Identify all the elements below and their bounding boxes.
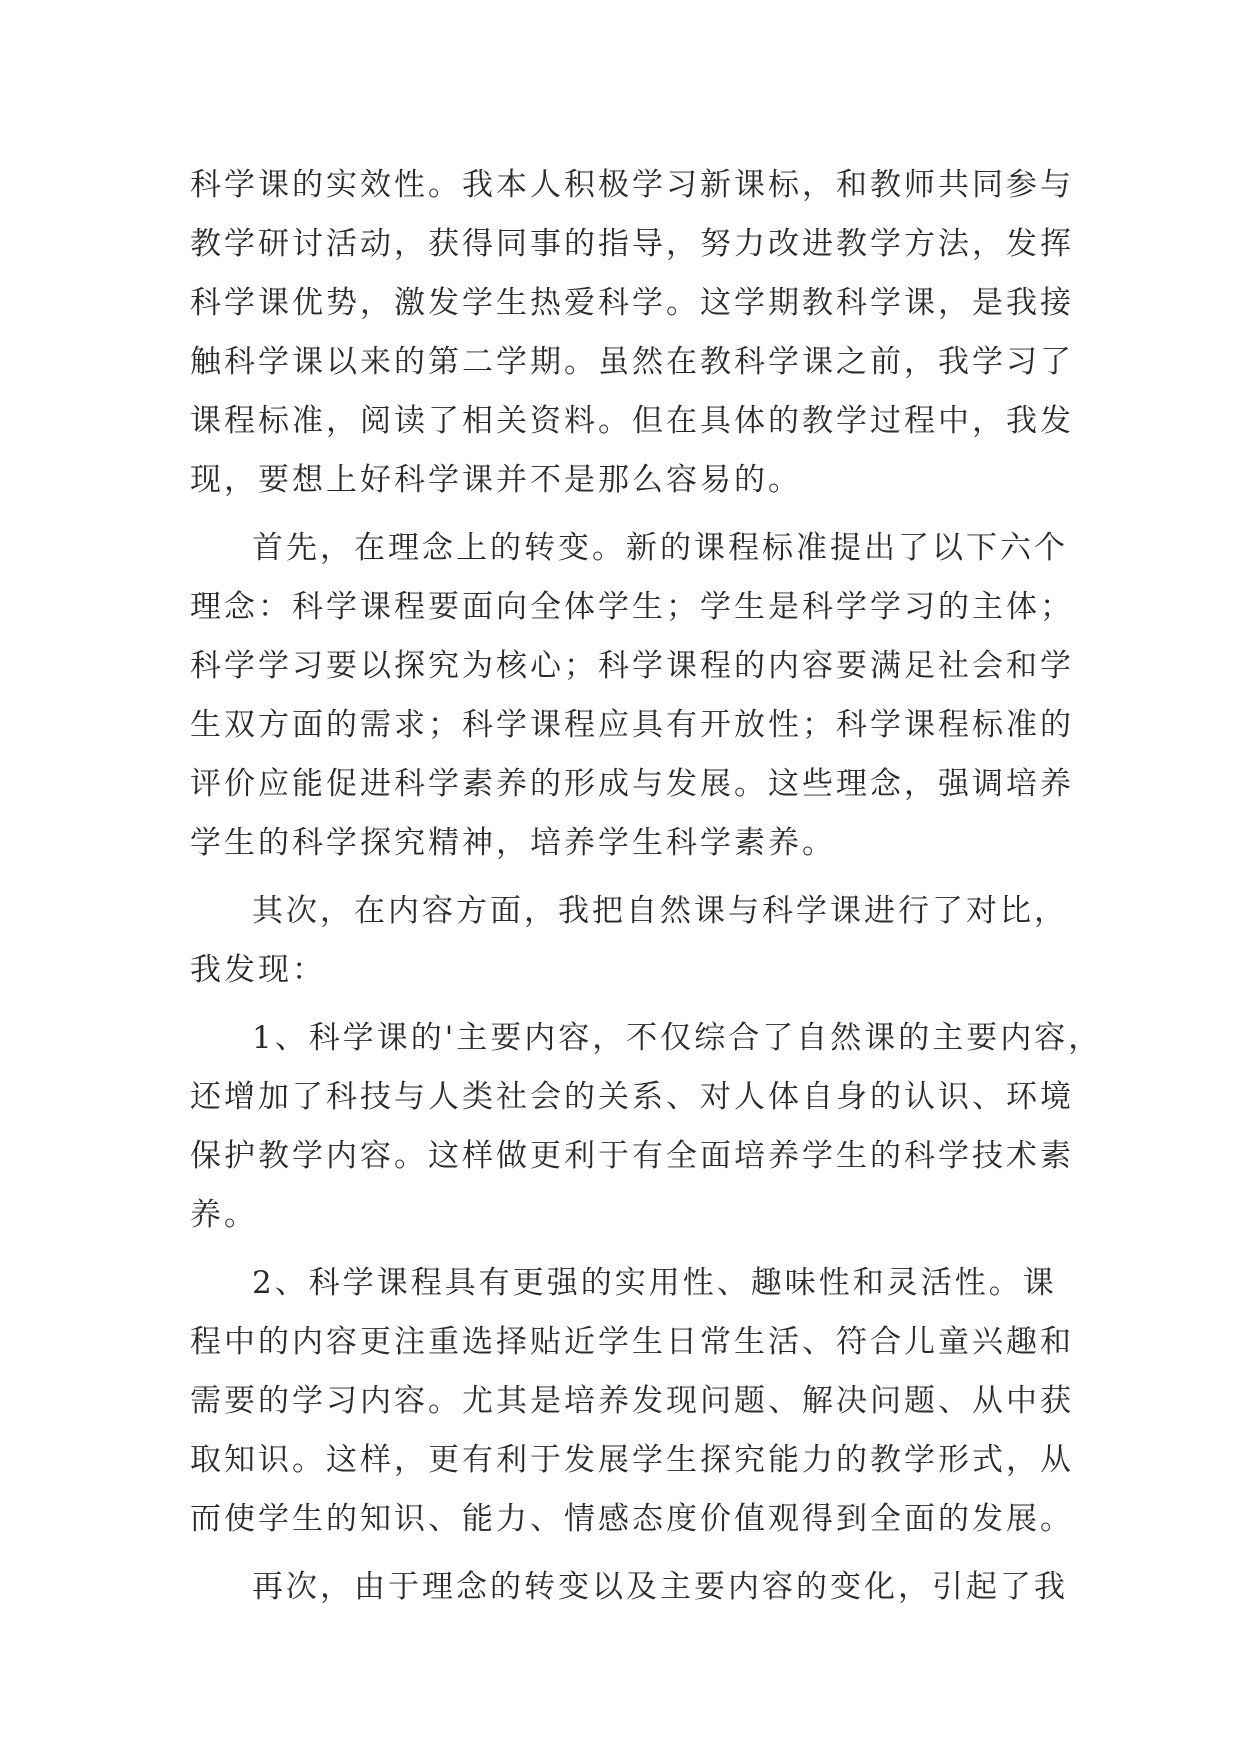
paragraph-gap <box>190 1000 1062 1009</box>
text-line: 养。 <box>190 1197 258 1233</box>
paragraph-p3 <box>190 882 1068 1000</box>
text-line: 还增加了科技与人类社会的关系、对人体自身的认识、环境 <box>190 1079 1074 1115</box>
text-line: 我发现： <box>190 952 326 988</box>
paragraph-p2 <box>190 519 1074 873</box>
paragraph-gap <box>190 873 1062 882</box>
text-line: 评价应能促进科学素养的形成与发展。这些理念，强调培养 <box>190 766 1074 802</box>
paragraph-p6 <box>190 1558 1068 1617</box>
paragraph-p4 <box>190 1009 1103 1245</box>
text-line: 触科学课以来的第二学期。虽然在教科学课之前，我学习了 <box>190 344 1074 380</box>
document-body <box>190 156 1103 1617</box>
text-line: 课程标准，阅读了相关资料。但在具体的教学过程中，我发 <box>190 403 1074 439</box>
text-line: 生双方面的需求；科学课程应具有开放性；科学课程标准的 <box>190 707 1074 743</box>
paragraph-gap <box>190 1549 1062 1558</box>
text-line: 程中的内容更注重选择贴近学生日常生活、符合儿童兴趣和 <box>190 1324 1074 1360</box>
paragraph-p1 <box>190 156 1074 510</box>
text-line: 需要的学习内容。尤其是培养发现问题、解决问题、从中获 <box>190 1383 1074 1419</box>
text-line: 科学学习要以探究为核心；科学课程的内容要满足社会和学 <box>190 648 1074 684</box>
text-line: 1、科学课的'主要内容，不仅综合了自然课的主要内容， <box>252 1020 1103 1056</box>
text-line: 取知识。这样，更有利于发展学生探究能力的教学形式，从 <box>190 1442 1074 1478</box>
text-line: 现，要想上好科学课并不是那么容易的。 <box>190 462 802 498</box>
text-line: 学生的科学探究精神，培养学生科学素养。 <box>190 825 836 861</box>
paragraph-gap <box>190 510 1062 519</box>
text-line: 再次，由于理念的转变以及主要内容的变化，引起了我 <box>252 1569 1068 1605</box>
text-line: 科学课的实效性。我本人积极学习新课标，和教师共同参与 <box>190 167 1074 203</box>
paragraph-gap <box>190 1245 1062 1254</box>
text-line: 理念：科学课程要面向全体学生；学生是科学学习的主体； <box>190 589 1074 625</box>
text-line: 教学研讨活动，获得同事的指导，努力改进教学方法，发挥 <box>190 226 1074 262</box>
text-line: 首先，在理念上的转变。新的课程标准提出了以下六个 <box>252 530 1068 566</box>
text-line: 2、科学课程具有更强的实用性、趣味性和灵活性。课 <box>252 1265 1057 1301</box>
text-line: 而使学生的知识、能力、情感态度价值观得到全面的发展。 <box>190 1501 1074 1537</box>
text-line: 科学课优势，激发学生热爱科学。这学期教科学课，是我接 <box>190 285 1074 321</box>
text-line: 保护教学内容。这样做更利于有全面培养学生的科学技术素 <box>190 1138 1074 1174</box>
text-line: 其次，在内容方面，我把自然课与科学课进行了对比， <box>252 893 1068 929</box>
paragraph-p5 <box>190 1254 1074 1549</box>
